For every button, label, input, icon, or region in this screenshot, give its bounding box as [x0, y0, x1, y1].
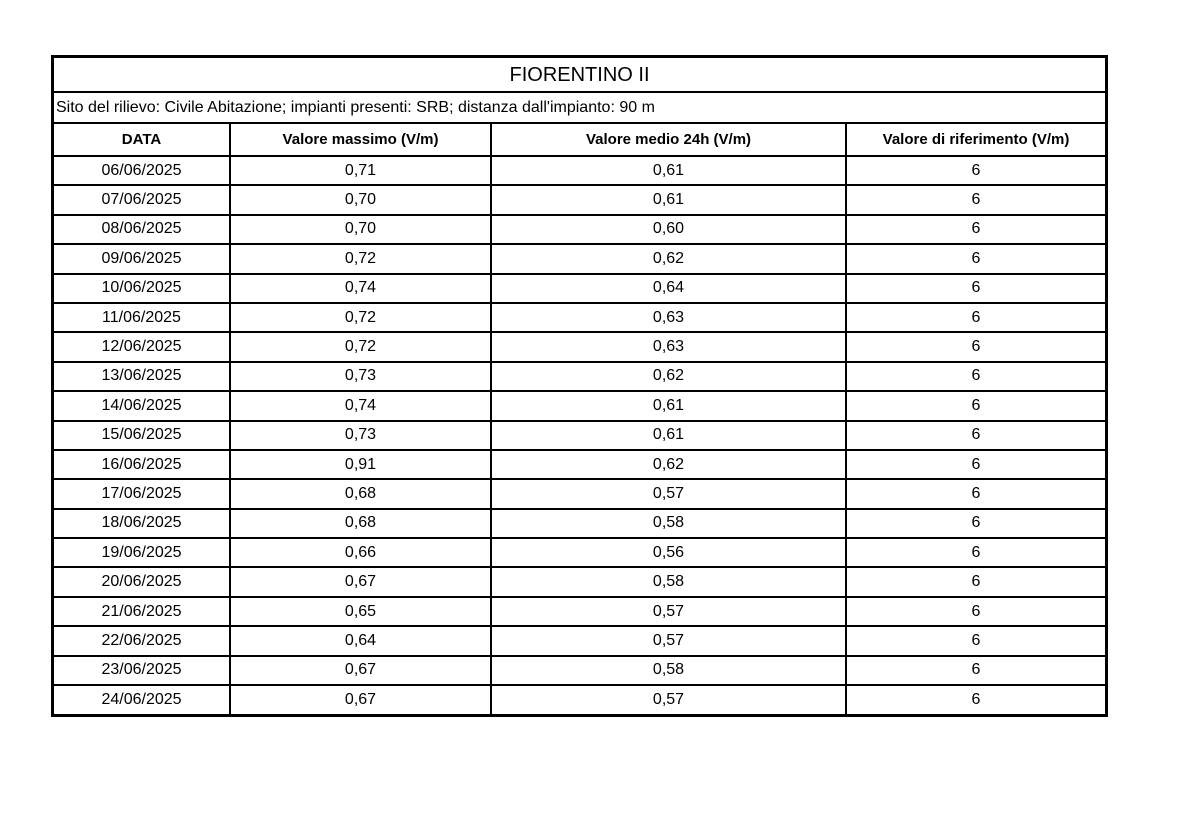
cell-date: 08/06/2025 — [54, 215, 230, 244]
measurement-table-frame — [51, 55, 1108, 717]
cell-max-value: 0,67 — [230, 685, 491, 714]
cell-reference-value: 6 — [846, 685, 1105, 714]
table-row — [54, 303, 1105, 332]
cell-date: 13/06/2025 — [54, 362, 230, 391]
table-row — [54, 685, 1105, 714]
cell-reference-value: 6 — [846, 567, 1105, 596]
cell-avg-24h-value: 0,61 — [491, 185, 846, 214]
cell-reference-value: 6 — [846, 626, 1105, 655]
cell-avg-24h-value: 0,57 — [491, 626, 846, 655]
cell-max-value: 0,66 — [230, 538, 491, 567]
cell-avg-24h-value: 0,57 — [491, 479, 846, 508]
cell-max-value: 0,67 — [230, 656, 491, 685]
cell-reference-value: 6 — [846, 391, 1105, 420]
cell-avg-24h-value: 0,58 — [491, 509, 846, 538]
cell-reference-value: 6 — [846, 656, 1105, 685]
cell-avg-24h-value: 0,60 — [491, 215, 846, 244]
cell-date: 17/06/2025 — [54, 479, 230, 508]
cell-max-value: 0,68 — [230, 479, 491, 508]
cell-max-value: 0,74 — [230, 274, 491, 303]
cell-avg-24h-value: 0,63 — [491, 332, 846, 361]
cell-max-value: 0,72 — [230, 244, 491, 273]
table-row — [54, 626, 1105, 655]
cell-date: 09/06/2025 — [54, 244, 230, 273]
cell-reference-value: 6 — [846, 597, 1105, 626]
table-row — [54, 391, 1105, 420]
site-info: Sito del rilievo: Civile Abitazione; impianti presenti: SRB; distanza dall'impianto: 90 m — [54, 92, 1105, 123]
cell-reference-value: 6 — [846, 303, 1105, 332]
table-row — [54, 567, 1105, 596]
table-row — [54, 479, 1105, 508]
header-date: DATA — [54, 123, 230, 156]
cell-date: 12/06/2025 — [54, 332, 230, 361]
table-row — [54, 185, 1105, 214]
table-row — [54, 597, 1105, 626]
cell-reference-value: 6 — [846, 244, 1105, 273]
cell-reference-value: 6 — [846, 538, 1105, 567]
cell-date: 23/06/2025 — [54, 656, 230, 685]
header-reference-value: Valore di riferimento (V/m) — [846, 123, 1105, 156]
cell-max-value: 0,73 — [230, 362, 491, 391]
cell-max-value: 0,72 — [230, 332, 491, 361]
cell-reference-value: 6 — [846, 274, 1105, 303]
cell-max-value: 0,65 — [230, 597, 491, 626]
cell-date: 16/06/2025 — [54, 450, 230, 479]
cell-date: 22/06/2025 — [54, 626, 230, 655]
cell-reference-value: 6 — [846, 332, 1105, 361]
table-row — [54, 656, 1105, 685]
cell-avg-24h-value: 0,61 — [491, 421, 846, 450]
cell-date: 19/06/2025 — [54, 538, 230, 567]
table-row — [54, 421, 1105, 450]
cell-reference-value: 6 — [846, 215, 1105, 244]
cell-date: 20/06/2025 — [54, 567, 230, 596]
cell-avg-24h-value: 0,62 — [491, 244, 846, 273]
cell-avg-24h-value: 0,61 — [491, 391, 846, 420]
cell-reference-value: 6 — [846, 362, 1105, 391]
cell-reference-value: 6 — [846, 479, 1105, 508]
cell-date: 21/06/2025 — [54, 597, 230, 626]
table-row — [54, 215, 1105, 244]
cell-avg-24h-value: 0,62 — [491, 450, 846, 479]
header-row — [54, 123, 1105, 156]
cell-date: 10/06/2025 — [54, 274, 230, 303]
cell-max-value: 0,71 — [230, 156, 491, 185]
cell-date: 14/06/2025 — [54, 391, 230, 420]
cell-max-value: 0,68 — [230, 509, 491, 538]
table-title: FIORENTINO II — [54, 58, 1105, 92]
cell-date: 07/06/2025 — [54, 185, 230, 214]
cell-avg-24h-value: 0,56 — [491, 538, 846, 567]
table-row — [54, 509, 1105, 538]
cell-reference-value: 6 — [846, 421, 1105, 450]
site-info-row — [54, 92, 1105, 123]
table-row — [54, 274, 1105, 303]
cell-reference-value: 6 — [846, 450, 1105, 479]
cell-reference-value: 6 — [846, 185, 1105, 214]
cell-date: 18/06/2025 — [54, 509, 230, 538]
cell-avg-24h-value: 0,61 — [491, 156, 846, 185]
cell-max-value: 0,64 — [230, 626, 491, 655]
cell-avg-24h-value: 0,57 — [491, 685, 846, 714]
table-title-row — [54, 58, 1105, 92]
cell-max-value: 0,70 — [230, 185, 491, 214]
cell-date: 06/06/2025 — [54, 156, 230, 185]
cell-avg-24h-value: 0,62 — [491, 362, 846, 391]
cell-reference-value: 6 — [846, 156, 1105, 185]
table-row — [54, 362, 1105, 391]
cell-max-value: 0,91 — [230, 450, 491, 479]
cell-date: 11/06/2025 — [54, 303, 230, 332]
cell-max-value: 0,70 — [230, 215, 491, 244]
cell-avg-24h-value: 0,63 — [491, 303, 846, 332]
cell-avg-24h-value: 0,64 — [491, 274, 846, 303]
table-row — [54, 156, 1105, 185]
cell-avg-24h-value: 0,58 — [491, 656, 846, 685]
cell-avg-24h-value: 0,58 — [491, 567, 846, 596]
table-row — [54, 244, 1105, 273]
cell-max-value: 0,73 — [230, 421, 491, 450]
cell-date: 15/06/2025 — [54, 421, 230, 450]
cell-avg-24h-value: 0,57 — [491, 597, 846, 626]
cell-max-value: 0,74 — [230, 391, 491, 420]
table-row — [54, 332, 1105, 361]
table-row — [54, 450, 1105, 479]
measurement-table — [54, 58, 1105, 714]
cell-reference-value: 6 — [846, 509, 1105, 538]
cell-max-value: 0,72 — [230, 303, 491, 332]
header-avg-24h-value: Valore medio 24h (V/m) — [491, 123, 846, 156]
header-max-value: Valore massimo (V/m) — [230, 123, 491, 156]
cell-date: 24/06/2025 — [54, 685, 230, 714]
cell-max-value: 0,67 — [230, 567, 491, 596]
table-row — [54, 538, 1105, 567]
